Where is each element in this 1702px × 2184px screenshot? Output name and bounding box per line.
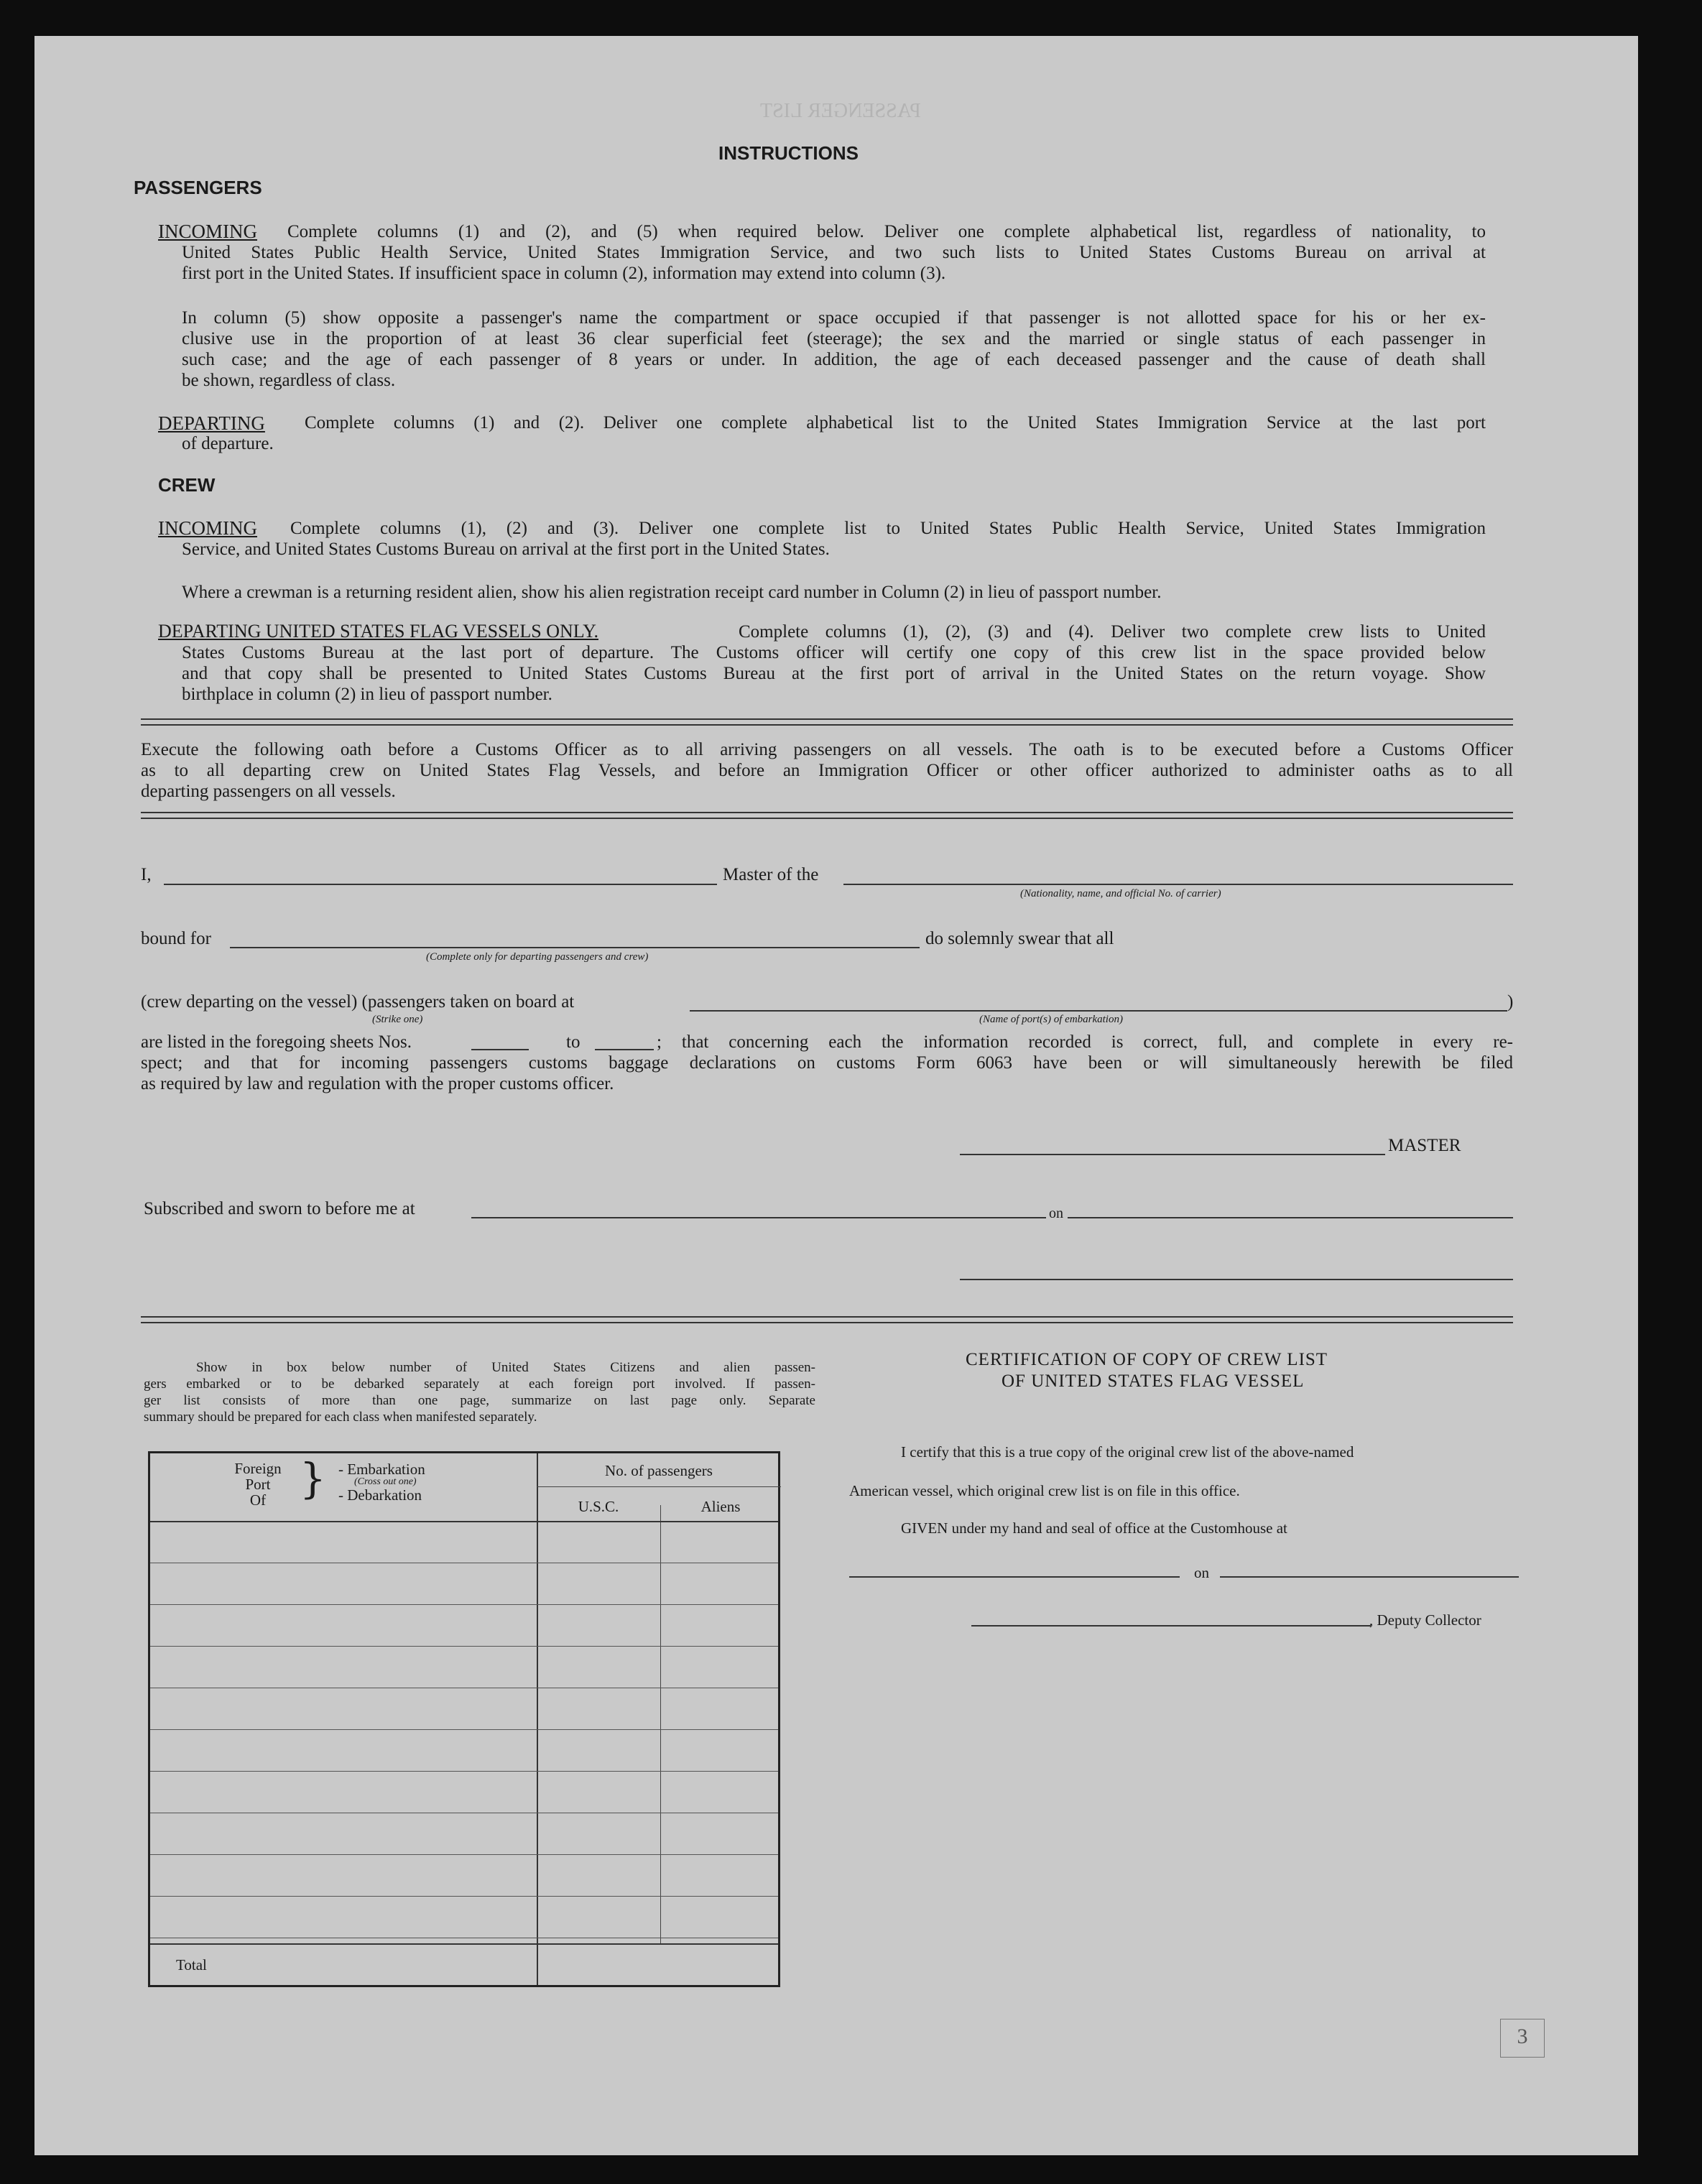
customhouse-field[interactable] [849, 1576, 1180, 1578]
certify-line-a: I certify that this is a true copy of the original crew list of the above-named [901, 1443, 1354, 1461]
oath-intro-line-1: Execute the following oath before a Customs Officer as to all arriving passengers on all vessels. The oath is to be executed before a Customs Officer [141, 740, 1513, 759]
oath-intro-line-2: as to all departing crew on United States Flag Vessels, and before an Immigration Officer or other officer authorized to administer oaths as to all [141, 761, 1513, 780]
embarkation-label: - Embarkation [338, 1461, 425, 1478]
master-name-field[interactable] [164, 884, 717, 885]
column5-line-2: clusive use in the proportion of at least 36 clear superficial feet (steerage); the sex and the married or single status of each passenger in [182, 329, 1486, 348]
page-title: INSTRUCTIONS [718, 142, 859, 164]
certification-title-2: OF UNITED STATES FLAG VESSEL [1002, 1371, 1305, 1391]
crew-incoming-line-1: Complete columns (1), (2) and (3). Deliver one complete list to United States Public Health Service, United States Immigration [290, 519, 1486, 538]
master-label: MASTER [1388, 1136, 1461, 1155]
close-paren: ) [1507, 992, 1514, 1012]
embarkation-port-field[interactable] [690, 1010, 1507, 1012]
column5-line-4: be shown, regardless of class. [182, 371, 396, 390]
carrier-caption: (Nationality, name, and official No. of carrier) [1020, 888, 1221, 899]
subscribed-label: Subscribed and sworn to before me at [144, 1199, 415, 1218]
column5-line-1: In column (5) show opposite a passenger's name the compartment or space occupied if that passenger is not allotted space for his or her ex- [182, 308, 1486, 328]
subscribed-place-field[interactable] [471, 1217, 1046, 1218]
crew-departing-line-2: States Customs Bureau at the last port of departure. The Customs officer will certify one copy of this crew list in the space provided below [182, 643, 1486, 662]
bound-for-caption: (Complete only for departing passengers and crew) [426, 951, 649, 963]
summary-row[interactable] [150, 1729, 778, 1730]
passengers-incoming-line-3: first port in the United States. If insufficient space in column (2), information may extend into column (3). [182, 264, 946, 283]
sheet-to-field[interactable] [595, 1049, 654, 1050]
usc-header: U.S.C. [578, 1498, 619, 1515]
passengers-departing-label: DEPARTING [158, 412, 265, 434]
passengers-heading: PASSENGERS [134, 177, 262, 198]
aliens-header: Aliens [700, 1498, 741, 1515]
passengers-departing-line-1: Complete columns (1) and (2). Deliver one complete alphabetical list to the United States Immigration Service at the last port [305, 413, 1486, 432]
crew-departing-label: (crew departing on the vessel) (passengers taken on board at [141, 992, 575, 1012]
port-caption: (Name of port(s) of embarkation) [979, 1014, 1123, 1025]
divider-1 [141, 718, 1513, 726]
oath-intro-line-3: departing passengers on all vessels. [141, 782, 396, 801]
certify-line-b: American vessel, which original crew list is on file in this office. [849, 1482, 1240, 1499]
summary-row[interactable] [150, 1854, 778, 1855]
certification-date-field[interactable] [1220, 1576, 1519, 1578]
crew-departing-line-4: birthplace in column (2) in lieu of passport number. [182, 685, 552, 704]
page-number-box [1500, 2019, 1545, 2058]
oath-i-label: I, [141, 865, 152, 884]
summary-note-line-1: Show in box below number of United States Citizens and alien passen- [196, 1360, 815, 1375]
crew-incoming-line-2: Service, and United States Customs Bureau on arrival at the first port in the United States. [182, 540, 830, 559]
listed-to-label: to [566, 1032, 581, 1052]
crew-departing-label: DEPARTING UNITED STATES FLAG VESSELS ONLY. [158, 621, 598, 642]
debarkation-label: - Debarkation [338, 1486, 422, 1504]
subscribed-date-field[interactable] [1068, 1217, 1513, 1218]
given-line: GIVEN under my hand and seal of office at the Customhouse at [901, 1519, 1287, 1537]
listed-label-b: ; that concerning each the information recorded is correct, full, and complete in every re- [657, 1032, 1513, 1052]
column5-line-3: such case; and the age of each passenger of 8 years or under. In addition, the age of each deceased passenger and the cause of death shall [182, 350, 1486, 369]
brace-icon: } [300, 1454, 326, 1503]
foreign-label: Foreign [234, 1460, 282, 1477]
bleed-through-header: PASSENGER LIST [760, 100, 921, 122]
passengers-incoming-line-2: United States Public Health Service, United States Immigration Service, and two such lists to United States Customs Bureau on arrival at [182, 243, 1486, 262]
passengers-incoming-line-1: Complete columns (1) and (2), and (5) when required below. Deliver one complete alphabetical list, regardless of nationality, to [287, 222, 1486, 241]
summary-table [148, 1451, 780, 1987]
summary-note-line-4: summary should be prepared for each class when manifested separately. [144, 1410, 537, 1425]
deputy-signature-field[interactable] [971, 1625, 1371, 1627]
document-page [34, 36, 1638, 2155]
summary-note-line-2: gers embarked or to be debarked separately at each foreign port involved. If passen- [144, 1376, 815, 1392]
listed-line-3: as required by law and regulation with the proper customs officer. [141, 1074, 614, 1093]
divider-2 [141, 812, 1513, 819]
summary-row[interactable] [150, 1771, 778, 1772]
total-label: Total [176, 1956, 207, 1974]
crew-incoming-label: INCOMING [158, 517, 257, 539]
bound-for-label: bound for [141, 929, 211, 948]
passengers-incoming-label: INCOMING [158, 221, 257, 242]
bound-for-field[interactable] [230, 947, 920, 948]
crew-departing-line-3: and that copy shall be presented to United States Customs Bureau at the first port of arrival in the United States on the return voyage. Show [182, 664, 1486, 683]
crew-heading: CREW [158, 474, 216, 496]
divider-3 [141, 1316, 1513, 1323]
crew-resident-line: Where a crewman is a returning resident alien, show his alien registration receipt card number in Column (2) in lieu of passport number. [182, 583, 1162, 602]
port-label: Port [245, 1476, 271, 1493]
summary-row[interactable] [150, 1646, 778, 1647]
passengers-departing-line-2: of departure. [182, 434, 274, 453]
page-number: 3 [1517, 2025, 1528, 2048]
summary-row[interactable] [150, 1604, 778, 1605]
deputy-collector-label: , Deputy Collector [1369, 1611, 1481, 1629]
crew-departing-line-1: Complete columns (1), (2), (3) and (4). Deliver two complete crew lists to United [739, 622, 1486, 642]
summary-row[interactable] [150, 1896, 778, 1897]
listed-line-2: spect; and that for incoming passengers customs baggage declarations on customs Form 6063 have been or will simultaneously herewith be filed [141, 1053, 1513, 1073]
certification-title-1: CERTIFICATION OF COPY OF CREW LIST [966, 1350, 1328, 1369]
summary-note-line-3: ger list consists of more than one page, summarize on last page only. Separate [144, 1393, 815, 1408]
officer-signature-field[interactable] [960, 1279, 1513, 1280]
master-signature-field[interactable] [960, 1154, 1385, 1155]
no-of-passengers-header: No. of passengers [605, 1462, 713, 1479]
carrier-field[interactable] [843, 884, 1513, 885]
certification-on-label: on [1194, 1564, 1209, 1581]
strike-caption: (Strike one) [372, 1014, 423, 1025]
of-label: Of [249, 1491, 267, 1509]
sheet-from-field[interactable] [471, 1049, 529, 1050]
listed-label-a: are listed in the foregoing sheets Nos. [141, 1032, 412, 1052]
master-of-the-label: Master of the [723, 865, 819, 884]
swear-label: do solemnly swear that all [925, 929, 1114, 948]
cross-out-caption: (Cross out one) [354, 1476, 417, 1487]
subscribed-on-label: on [1049, 1206, 1063, 1221]
